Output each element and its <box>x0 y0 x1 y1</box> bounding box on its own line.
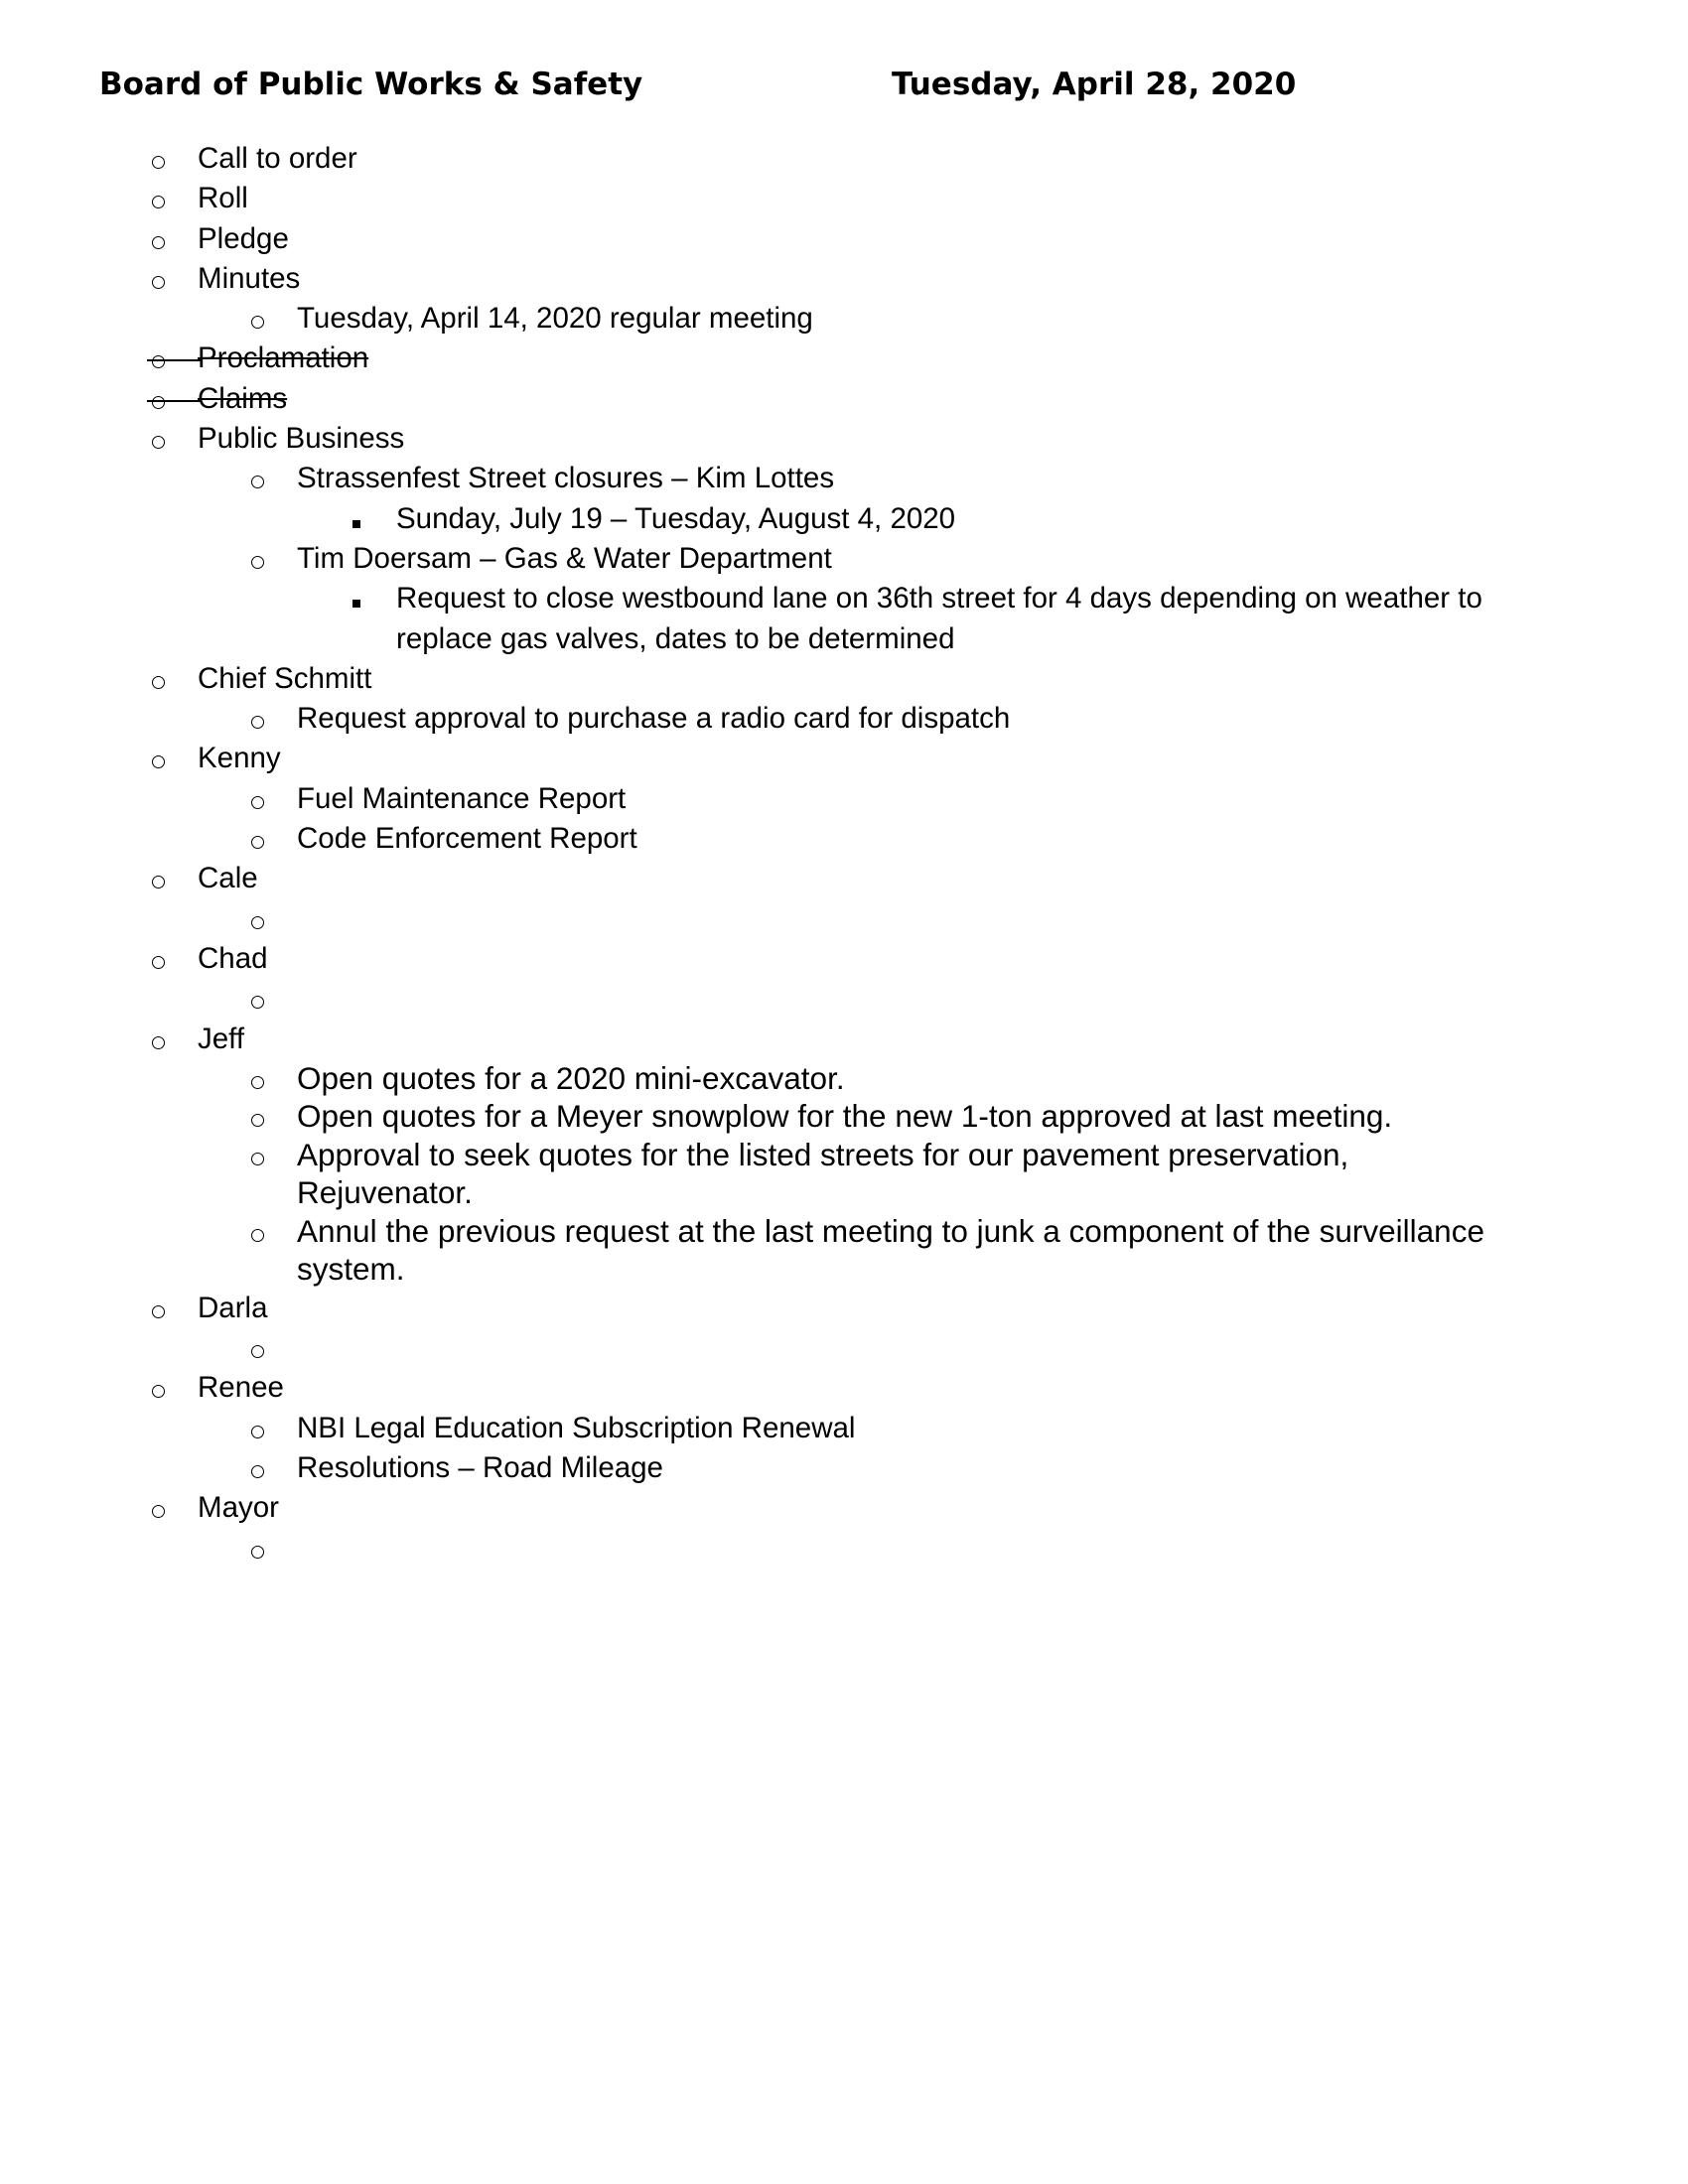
agenda-item-label: Claims <box>198 381 288 415</box>
circle-bullet-icon <box>242 1529 272 1570</box>
circle-bullet-icon <box>143 859 173 899</box>
agenda-item-label: Renee <box>198 1371 284 1405</box>
agenda-item-label: Darla <box>198 1291 268 1324</box>
agenda-item-label: Pledge <box>198 221 289 255</box>
agenda-subitem-label: Open quotes for a 2020 mini-excavator. <box>297 1059 845 1096</box>
circle-bullet-icon <box>242 819 272 860</box>
agenda-item-call-to-order <box>0 139 1688 179</box>
circle-bullet-icon <box>143 1488 173 1529</box>
circle-bullet-icon <box>242 539 272 580</box>
agenda-subitem-code-report <box>0 819 1688 859</box>
agenda-subitem-label-line2: Rejuvenator. <box>297 1174 473 1211</box>
circle-bullet-icon <box>242 1448 272 1489</box>
agenda-item-label: Chief Schmitt <box>198 661 372 695</box>
agenda-subitem-minutes-date <box>0 299 1688 339</box>
agenda-subitem-label-line2: system. <box>297 1251 405 1288</box>
agenda-subitem-empty <box>0 979 1688 1019</box>
circle-bullet-icon <box>143 179 173 219</box>
organization-title: Board of Public Works & Safety <box>99 67 643 102</box>
circle-bullet-icon <box>143 1368 173 1409</box>
agenda-subitem-label-line1: Approval to seek quotes for the listed streets for our pavement preservation, <box>297 1136 1349 1172</box>
circle-bullet-icon <box>242 1328 272 1369</box>
agenda-item-mayor <box>0 1488 1688 1528</box>
circle-bullet-icon <box>143 419 173 460</box>
agenda-item-roll <box>0 179 1688 218</box>
agenda-subitem-nbi <box>0 1409 1688 1448</box>
agenda-subitem-label: Open quotes for a Meyer snowplow for the new 1-ton approved at last meeting. <box>297 1098 1393 1135</box>
agenda-item-chief-schmitt <box>0 659 1688 699</box>
agenda-subitem-label: Request approval to purchase a radio card for dispatch <box>297 702 1011 736</box>
agenda-subitem-label-line1: Annul the previous request at the last meeting to junk a component of the surveillance <box>297 1212 1484 1249</box>
square-bullet-icon <box>342 499 371 539</box>
circle-bullet-icon <box>143 139 173 180</box>
agenda-subitem-label: Strassenfest Street closures – Kim Lottes <box>297 462 835 495</box>
agenda-item-label: Chad <box>198 941 268 975</box>
agenda-subitem-excavator <box>0 1059 1688 1098</box>
agenda-subitem-resolutions <box>0 1448 1688 1488</box>
circle-bullet-icon <box>143 219 173 260</box>
circle-bullet-icon <box>242 779 272 820</box>
circle-bullet-icon <box>242 1136 272 1174</box>
agenda-item-renee <box>0 1368 1688 1408</box>
circle-bullet-icon <box>143 1020 173 1060</box>
circle-bullet-icon <box>242 1409 272 1449</box>
agenda-item-proclamation-struck <box>0 339 1688 378</box>
agenda-subitem-empty <box>0 899 1688 939</box>
agenda-item-label: Mayor <box>198 1491 279 1525</box>
circle-bullet-icon <box>143 259 173 300</box>
agenda-detail-doersam-request <box>0 579 1688 659</box>
circle-bullet-icon <box>143 659 173 700</box>
agenda-item-claims-struck <box>0 379 1688 419</box>
meeting-date: Tuesday, April 28, 2020 <box>892 67 1297 102</box>
agenda-subitem-label: Tuesday, April 14, 2020 regular meeting <box>297 302 813 336</box>
agenda-item-label: Roll <box>198 182 248 215</box>
agenda-item-pledge <box>0 219 1688 259</box>
agenda-item-label: Cale <box>198 862 258 895</box>
agenda-subitem-label: Fuel Maintenance Report <box>297 781 627 815</box>
agenda-subitem-empty <box>0 1328 1688 1368</box>
agenda-detail-strassenfest-dates <box>0 499 1688 539</box>
agenda-subitem-fuel-report <box>0 779 1688 819</box>
agenda-item-kenny <box>0 739 1688 778</box>
circle-bullet-icon <box>242 459 272 499</box>
agenda-item-minutes <box>0 259 1688 299</box>
agenda-item-public-business <box>0 419 1688 459</box>
agenda-subitem-label: Resolutions – Road Mileage <box>297 1451 663 1485</box>
agenda-subitem-label: Tim Doersam – Gas & Water Department <box>297 541 832 575</box>
agenda-item-cale <box>0 859 1688 898</box>
agenda-item-label: Minutes <box>198 261 301 295</box>
agenda-item-label: Proclamation <box>198 341 369 375</box>
agenda-subitem-annul <box>0 1212 1688 1289</box>
circle-bullet-icon <box>242 1059 272 1098</box>
agenda-subitem-label: NBI Legal Education Subscription Renewal <box>297 1411 856 1444</box>
circle-bullet-icon <box>143 1289 173 1329</box>
circle-bullet-icon <box>143 739 173 779</box>
circle-bullet-icon <box>242 1212 272 1251</box>
agenda-subitem-strassenfest <box>0 459 1688 498</box>
circle-bullet-icon <box>242 1097 272 1136</box>
agenda-subitem-label: Code Enforcement Report <box>297 822 637 856</box>
agenda-subitem-doersam <box>0 539 1688 579</box>
circle-bullet-icon <box>242 899 272 940</box>
strikethrough-line <box>147 359 201 361</box>
agenda-list <box>0 139 1688 1569</box>
agenda-item-jeff <box>0 1020 1688 1059</box>
agenda-detail-label-line1: Request to close westbound lane on 36th street for 4 days depending on weather to <box>396 582 1482 615</box>
agenda-subitem-empty <box>0 1529 1688 1569</box>
agenda-subitem-snowplow <box>0 1097 1688 1136</box>
agenda-item-label: Public Business <box>198 422 405 456</box>
agenda-subitem-radio-card <box>0 699 1688 739</box>
strikethrough-line <box>147 400 201 402</box>
circle-bullet-icon <box>242 699 272 740</box>
agenda-item-label: Kenny <box>198 742 281 775</box>
circle-bullet-icon <box>143 939 173 980</box>
agenda-subitem-pavement <box>0 1136 1688 1212</box>
agenda-item-chad <box>0 939 1688 979</box>
agenda-detail-label-line2: replace gas valves, dates to be determined <box>396 621 955 655</box>
agenda-item-darla <box>0 1289 1688 1328</box>
agenda-item-label: Jeff <box>198 1022 245 1055</box>
agenda-item-label: Call to order <box>198 142 357 175</box>
square-bullet-icon <box>342 579 371 618</box>
page-header <box>0 62 1688 107</box>
circle-bullet-icon <box>242 979 272 1020</box>
agenda-detail-label: Sunday, July 19 – Tuesday, August 4, 2020 <box>396 501 956 535</box>
circle-bullet-icon <box>242 299 272 340</box>
